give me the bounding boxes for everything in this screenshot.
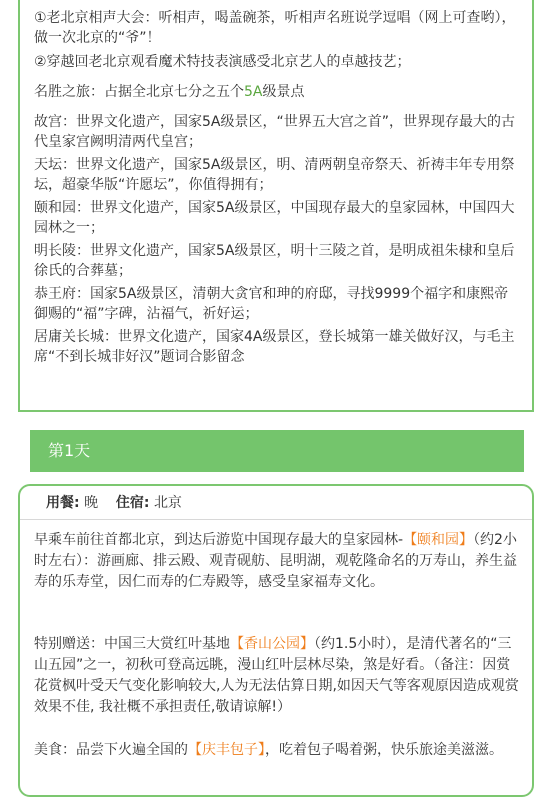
- meal-stay-row: [20, 486, 532, 520]
- meal-label: 用餐:: [46, 495, 80, 511]
- intro-paragraph: 颐和园：世界文化遗产，国家5A级景区，中国现存最大的皇家园林，中国四大园林之一；: [34, 200, 515, 236]
- itinerary-paragraph: 早乘车前往首都北京，到达后游览中国现存最大的皇家园林-【颐和园】（约2小时左右）：游画廊、排云殿、观青砚舫、昆明湖，观乾隆命名的万寿山，养生益寿的乐寿堂，因仁而寿的仁寿殿等，感受皇家福寿文化。: [34, 532, 517, 590]
- intro-paragraph: 天坛：世界文化遗产，国家5A级景区，明、清两朝皇帝祭天、祈祷丰年专用祭坛，超豪华版“许愿坛”，你值得拥有；: [34, 157, 515, 193]
- highlight-fragrant-hills: 【香山公园】: [230, 636, 314, 652]
- day-itinerary-card: [18, 484, 534, 797]
- intro-card: [18, 0, 534, 412]
- intro-paragraph: 居庸关长城：世界文化遗产，国家4A级景区，登长城第一雄关做好汉，与毛主席“不到长城非好汉”题词合影留念: [34, 329, 515, 365]
- intro-paragraph: 名胜之旅：占据全北京七分之五个5A级景点: [34, 84, 305, 100]
- intro-paragraph: ①老北京相声大会：听相声，喝盖碗茶，听相声名班说学逗唱（网上可查哟），做一次北京的“爷”！: [34, 10, 516, 46]
- intro-paragraph: ②穿越回老北京观看魔术特技表演感受北京艺人的卓越技艺；: [34, 54, 411, 70]
- highlight-summer-palace: 【颐和园】: [403, 532, 474, 548]
- stay-label: 住宿:: [115, 495, 150, 511]
- stay-value: 北京: [153, 495, 182, 511]
- highlight-qingfeng-buns: 【庆丰包子】: [188, 742, 265, 758]
- intro-paragraph: 恭王府：国家5A级景区，清朝大贪官和珅的府邸，寻找9999个福字和康熙帝御赐的“福”字碑，沾福气，祈好运；: [34, 286, 509, 322]
- itinerary-paragraph: 特别赠送：中国三大赏红叶基地【香山公园】（约1.5小时），是清代著名的“三山五园”之一，初秋可登高远眺，漫山红叶层林尽染，煞是好看。（备注：因赏花赏枫叶受天气变化影响较大,人为无法估算日期,如因天气等客观原因造成观赏效果不佳, 我社概不承担责任,敬请谅解!）: [34, 636, 519, 715]
- day-banner: 第1天: [30, 430, 524, 472]
- intro-paragraph: 明长陵：世界文化遗产，国家5A级景区，明十三陵之首，是明成祖朱棣和皇后徐氏的合葬墓；: [34, 243, 515, 279]
- meal-value: 晚: [84, 495, 99, 511]
- intro-paragraph: 故宫：世界文化遗产，国家5A级景区，“世界五大宫之首”，世界现存最大的古代皇家宫阙明清两代皇宫；: [34, 114, 515, 150]
- itinerary-paragraph: 美食：品尝下火遍全国的【庆丰包子】，吃着包子喝着粥，快乐旅途美滋滋。: [34, 742, 503, 758]
